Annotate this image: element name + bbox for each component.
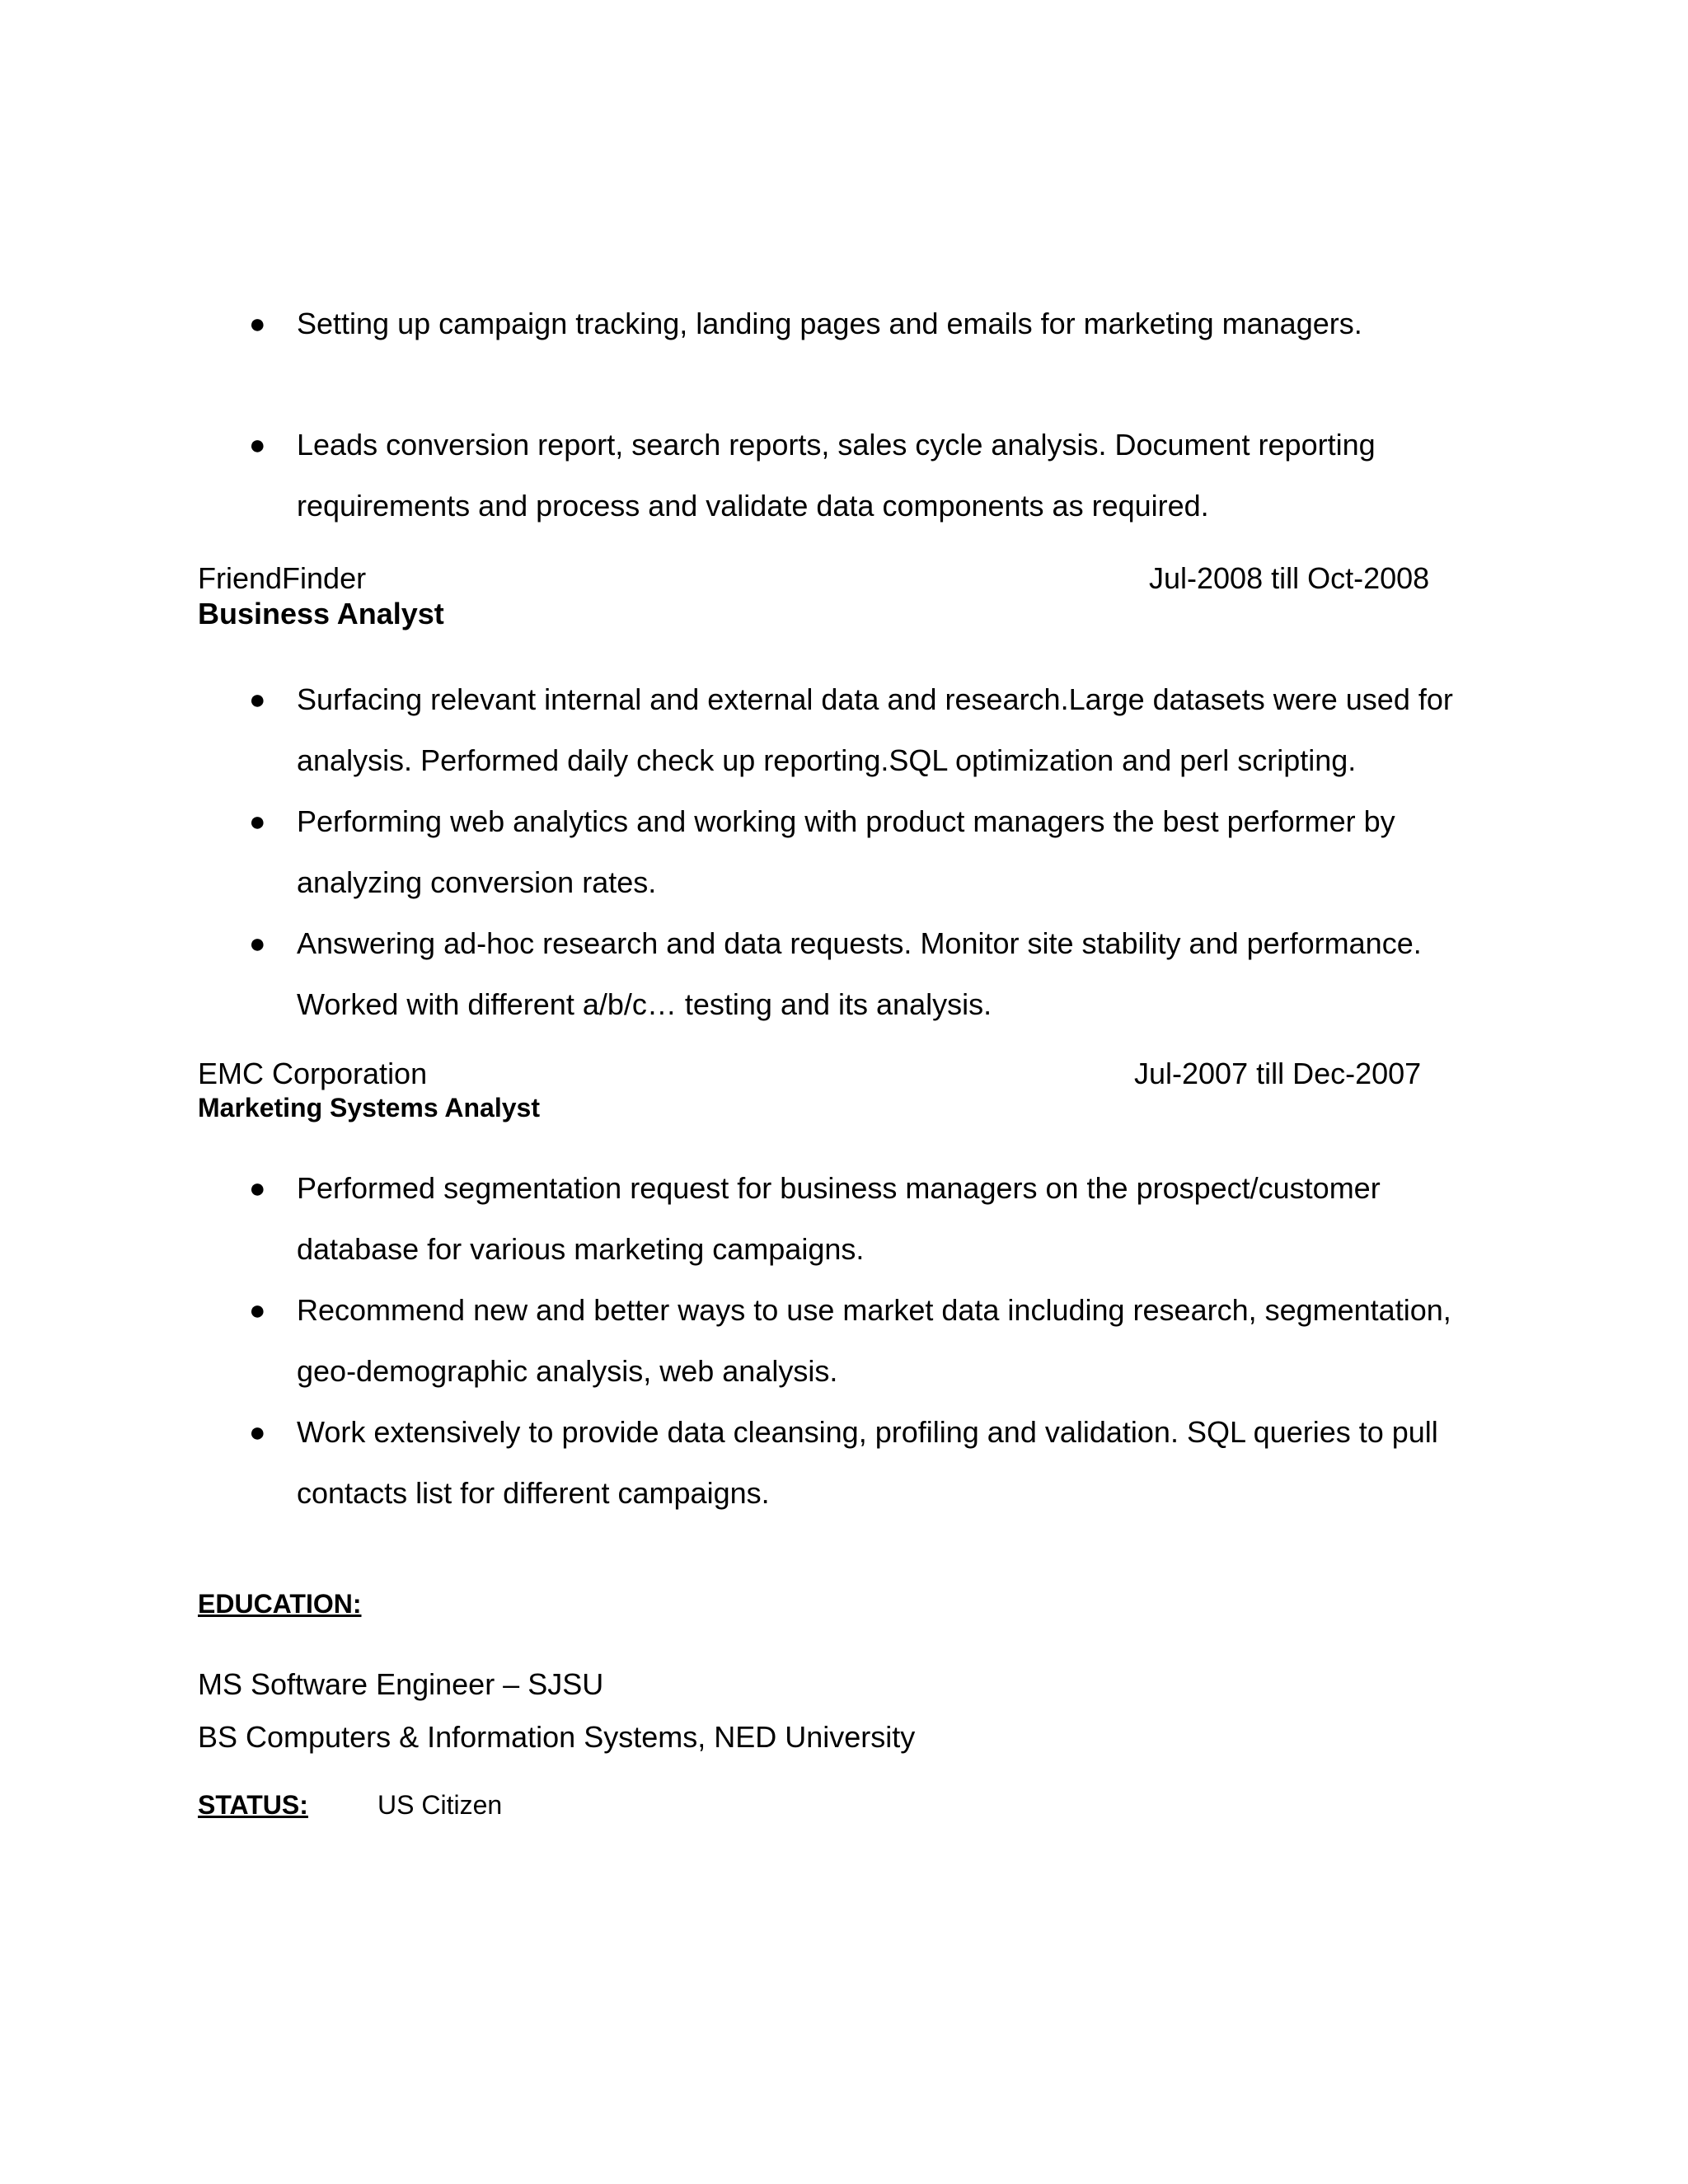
job-title: Marketing Systems Analyst <box>198 1093 540 1122</box>
job-dates: Jul-2007 till Dec-2007 <box>1134 1057 1422 1090</box>
job-dates: Jul-2008 till Oct-2008 <box>1149 561 1430 595</box>
intro-bullet-list <box>198 293 1484 354</box>
job-bullet-list <box>198 1158 1484 1524</box>
bullet-text: Answering ad-hoc research and data requests. Monitor site stability and performance. Worked with different a/b/c… testing and its analysis. <box>297 926 1422 1021</box>
bullet-dot-icon: ● <box>249 806 266 837</box>
job-title: Business Analyst <box>198 597 444 630</box>
bullet-text: Work extensively to provide data cleansing, profiling and validation. SQL queries to pull contacts list for different campaigns. <box>297 1415 1438 1510</box>
list-item <box>198 1280 1484 1402</box>
intro-bullet-list-2 <box>198 415 1484 537</box>
list-item <box>198 1402 1484 1524</box>
list-item <box>198 1158 1484 1280</box>
job-company: EMC Corporation <box>198 1057 428 1090</box>
bullet-text: Surfacing relevant internal and external data and research.Large datasets were used for analysis. Performed daily check up reporting.SQL optimization and perl scripting. <box>297 682 1453 777</box>
bullet-text: Recommend new and better ways to use market data including research, segmentation, geo-demographic analysis, web analysis. <box>297 1293 1451 1388</box>
bullet-text: Setting up campaign tracking, landing pages and emails for marketing managers. <box>297 307 1362 340</box>
bullet-dot-icon: ● <box>249 429 266 461</box>
job-bullet-list <box>198 669 1484 1035</box>
list-item <box>198 293 1484 354</box>
bullet-dot-icon: ● <box>249 928 266 959</box>
status-value: US Citizen <box>377 1790 503 1820</box>
status-label: STATUS: <box>198 1790 308 1820</box>
bullet-dot-icon: ● <box>249 684 266 715</box>
bullet-dot-icon: ● <box>249 1173 266 1204</box>
bullet-text: Leads conversion report, search reports, sales cycle analysis. Document reporting requirements and process and validate data components as required. <box>297 428 1376 523</box>
bullet-dot-icon: ● <box>249 1417 266 1448</box>
list-item <box>198 913 1484 1035</box>
list-item <box>198 415 1484 537</box>
list-item <box>198 669 1484 791</box>
education-line: MS Software Engineer – SJSU <box>198 1667 604 1701</box>
bullet-dot-icon: ● <box>249 308 266 340</box>
job-company: FriendFinder <box>198 561 367 595</box>
education-line: BS Computers & Information Systems, NED University <box>198 1720 916 1754</box>
bullet-text: Performed segmentation request for business managers on the prospect/customer database for various marketing campaigns. <box>297 1171 1381 1266</box>
bullet-dot-icon: ● <box>249 1295 266 1326</box>
bullet-text: Performing web analytics and working with product managers the best performer by analyzing conversion rates. <box>297 804 1395 899</box>
education-heading: EDUCATION: <box>198 1589 362 1619</box>
list-item <box>198 791 1484 913</box>
